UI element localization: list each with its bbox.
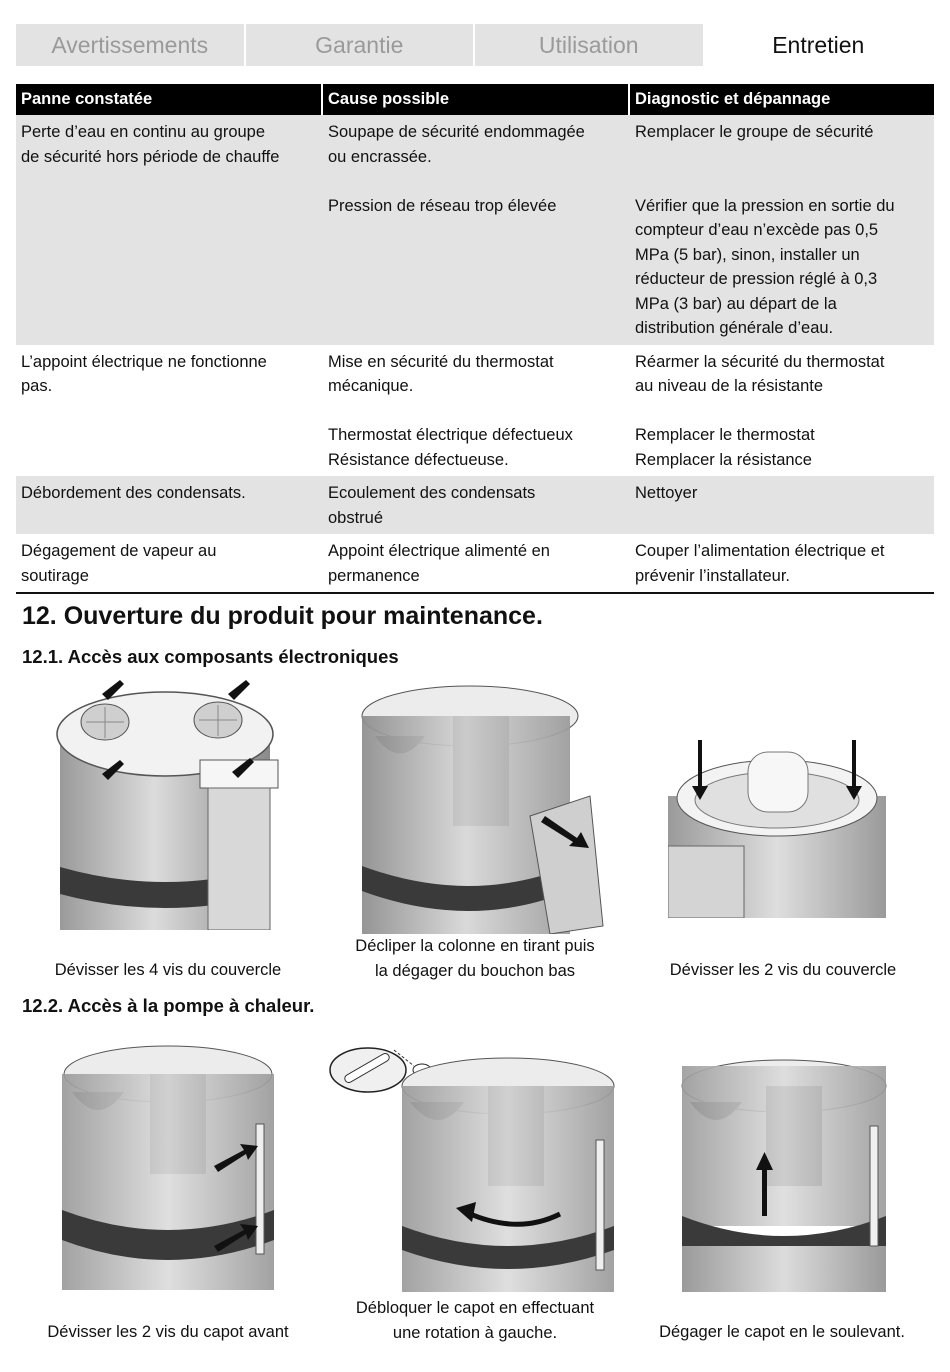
figure-rotate-cover bbox=[328, 1030, 628, 1292]
table-row bbox=[16, 476, 934, 534]
table-cell: L’appoint électrique ne fonctionne pas. bbox=[21, 352, 267, 395]
table-row bbox=[16, 345, 934, 477]
header-panne: Panne constatée bbox=[16, 84, 323, 115]
caption-fig1: Dévisser les 4 vis du couvercle bbox=[54, 961, 282, 979]
table-header bbox=[16, 84, 934, 115]
tab-entretien[interactable]: Entretien bbox=[705, 24, 935, 66]
section-title: 12. Ouverture du produit pour maintenance. bbox=[22, 602, 543, 630]
tab-garantie[interactable]: Garantie bbox=[246, 24, 476, 66]
table-row bbox=[16, 534, 934, 592]
table-cell: Soupape de sécurité endommagée ou encrassée. Pression de réseau trop élevée bbox=[328, 123, 585, 215]
figure-front-cover-screws bbox=[58, 1040, 288, 1290]
caption-fig5: Débloquer le capot en effectuant une rotation à gauche. bbox=[355, 1299, 595, 1342]
table-cell: Réarmer la sécurité du thermostat au niveau de la résistante Remplacer le thermostat Remplacer la résistance bbox=[635, 352, 885, 469]
table-cell: Appoint électrique alimenté en permanence bbox=[328, 542, 550, 585]
caption-fig3: Dévisser les 2 vis du couvercle bbox=[669, 961, 897, 979]
table-cell: Nettoyer bbox=[635, 484, 698, 502]
header-cause: Cause possible bbox=[323, 84, 630, 115]
subsection-title-heat-pump: 12.2. Accès à la pompe à chaleur. bbox=[22, 995, 315, 1016]
troubleshooting-table bbox=[16, 84, 934, 594]
figure-cover-screws bbox=[50, 672, 290, 930]
caption-fig6: Dégager le capot en le soulevant. bbox=[659, 1323, 905, 1341]
table-cell: Dégagement de vapeur au soutirage bbox=[21, 542, 217, 585]
tab-bar bbox=[16, 24, 934, 66]
table-cell: Ecoulement des condensats obstrué bbox=[328, 484, 536, 527]
subsection-title-electronics: 12.1. Accès aux composants électroniques bbox=[22, 646, 399, 667]
figure-lift-cover bbox=[676, 1046, 892, 1292]
tab-avertissements[interactable]: Avertissements bbox=[16, 24, 246, 66]
tab-utilisation[interactable]: Utilisation bbox=[475, 24, 705, 66]
table-cell: Mise en sécurité du thermostat mécanique. Thermostat électrique défectueux Résistance défectueuse. bbox=[328, 352, 573, 469]
table-cell: Débordement des condensats. bbox=[21, 484, 246, 502]
table-cell: Couper l’alimentation électrique et prévenir l’installateur. bbox=[635, 542, 885, 585]
table-cell: Perte d’eau en continu au groupe de sécurité hors période de chauffe bbox=[21, 123, 280, 166]
figure-cover-2-screws bbox=[668, 736, 886, 918]
header-diagnostic: Diagnostic et dépannage bbox=[635, 90, 831, 108]
caption-fig2: Décliper la colonne en tirant puis la dégager du bouchon bas bbox=[355, 937, 595, 980]
table-cell: Remplacer le groupe de sécurité Vérifier que la pression en sortie du compteur d’eau n’excède pas 0,5 MPa (5 bar), sinon, installer un réducteur de pression réglé à 0,3 MPa (3 bar) au départ de la distribution générale d’eau. bbox=[635, 123, 895, 337]
table-row bbox=[16, 115, 934, 345]
caption-fig4: Dévisser les 2 vis du capot avant bbox=[47, 1323, 289, 1341]
figure-unclip-column bbox=[355, 676, 615, 934]
